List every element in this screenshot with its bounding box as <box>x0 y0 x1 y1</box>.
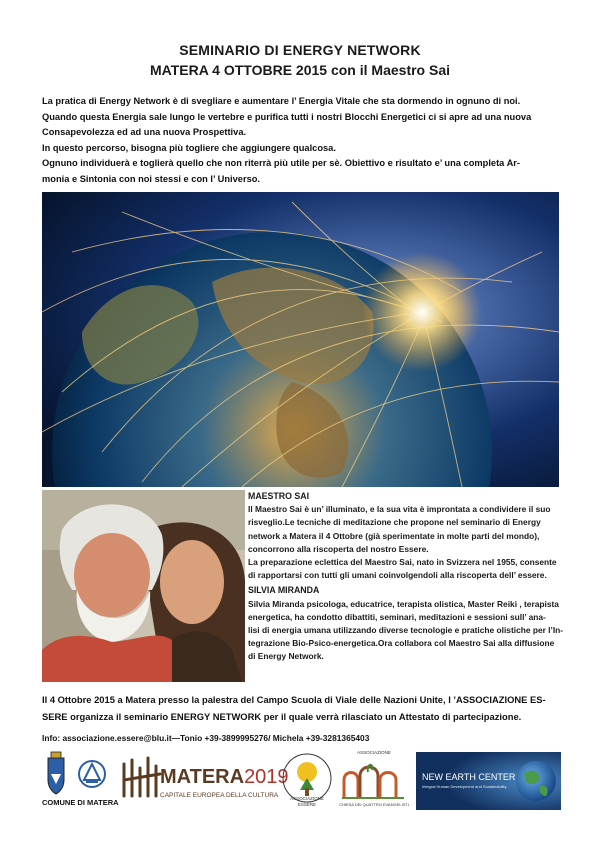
nec-title: NEW EARTH CENTER <box>422 772 516 782</box>
maestro-sai-heading: MAESTRO SAI <box>248 491 310 501</box>
matera-2019-logo <box>120 752 289 810</box>
seminar-subtitle: MATERA 4 OTTOBRE 2015 con il Maestro Sai <box>149 62 451 78</box>
bio-line: concorrono alla riscoperta del nostro Essere. <box>248 543 429 554</box>
maestro-sai-silvia-photo <box>42 490 245 682</box>
earth-network-image <box>42 192 559 487</box>
quattro-label-bottom: CHIESA DEI QUATTRO EVANGELISTI <box>339 802 409 807</box>
bio-line: Silvia Miranda psicologa, educatrice, terapista olistica, Master Reiki , terapista <box>248 598 559 609</box>
bio-line: lisi di energia umana utilizzando diverse tecnologie e pratiche olistiche per l’In- <box>248 625 564 636</box>
intro-line: monia e Sintonia con noi stessi e con l’ Universo. <box>42 173 261 184</box>
event-line: Il 4 Ottobre 2015 a Matera presso la palestra del Campo Scuola di Viale delle Nazioni Unite, l ’ASSOCIAZIONE ES- <box>42 694 546 705</box>
bio-line: tegrazione Bio-Psico-energetica.Ora collabora col Maestro Sai alla diffusione <box>248 638 555 649</box>
bio-line: risveglio.Le tecniche di meditazione che propone nel seminario di Energy <box>248 517 541 528</box>
comune-label: COMUNE DI MATERA <box>42 798 119 807</box>
silvia-miranda-heading: SILVIA MIRANDA <box>248 585 320 596</box>
bio-line: La preparazione eclettica del Maestro Sai, nato in Svizzera nel 1955, consente <box>248 557 557 568</box>
matera-tagline: CAPITALE EUROPEA DELLA CULTURA <box>160 792 279 799</box>
matera-year: 2019 <box>244 766 289 788</box>
comune-di-matera-logo <box>42 750 119 812</box>
event-line: SERE organizza il seminario ENERGY NETWORK per il quale verrà rilasciato un Attestato di partecipazione. <box>42 710 522 722</box>
new-earth-center-logo <box>416 752 561 810</box>
chiesa-quattro-evangelisti-logo <box>338 750 410 810</box>
bio-line: energetica, ha condotto dibattiti, seminari, meditazioni e sessioni sull’ ana- <box>248 611 546 622</box>
intro-line: Quando questa Energia sale lungo le vertebre e purifica tutti i nostri Blocchi Energetici ci si apre ad una nuova <box>42 111 532 122</box>
associazione-essere-logo <box>278 750 336 810</box>
bio-line: di rapportarsi con tutti gli umani coinvolgendoli alla riscoperta dell’ essere. <box>248 570 547 581</box>
bio-section <box>248 490 564 664</box>
contact-info: Info: associazione.essere@blu.it—Tonio +39-3899995276/ Michela +39-3281365403 <box>42 733 370 743</box>
seminar-title: SEMINARIO DI ENERGY NETWORK <box>179 42 421 58</box>
event-details <box>42 692 567 725</box>
intro-text <box>42 94 567 188</box>
intro-line: Ognuno individuerà e toglierà quello che non riterrà più utile per sè. Obiettivo e risultato e’ una completa Ar- <box>42 158 521 169</box>
intro-line: La pratica di Energy Network è di svegliare e aumentare l’ Energia Vitale che sta dormendo in ognuno di noi. <box>42 96 521 106</box>
intro-line: Consapevolezza ed ad una nuova Prospettiva. <box>42 127 247 138</box>
essere-label-top: ASSOCIAZIONE <box>290 796 324 801</box>
matera-wordmark: MATERA <box>160 766 245 788</box>
bio-line: network a Matera il 4 Ottobre (già sperimentate in molte parti del mondo), <box>248 530 540 541</box>
intro-line: In questo percorso, bisogna più togliere che aggiungere qualcosa. <box>42 142 336 153</box>
bio-line: di Energy Network. <box>248 651 324 662</box>
bio-line: Il Maestro Sai è un’ illuminato, e la sua vita è improntata a condividere il suo <box>248 504 551 515</box>
essere-label-bottom: ESSERE <box>297 802 317 807</box>
quattro-label-top: ASSOCIAZIONE <box>357 750 391 755</box>
nec-subtitle: Integral Human Development and Sustainability <box>422 784 507 789</box>
